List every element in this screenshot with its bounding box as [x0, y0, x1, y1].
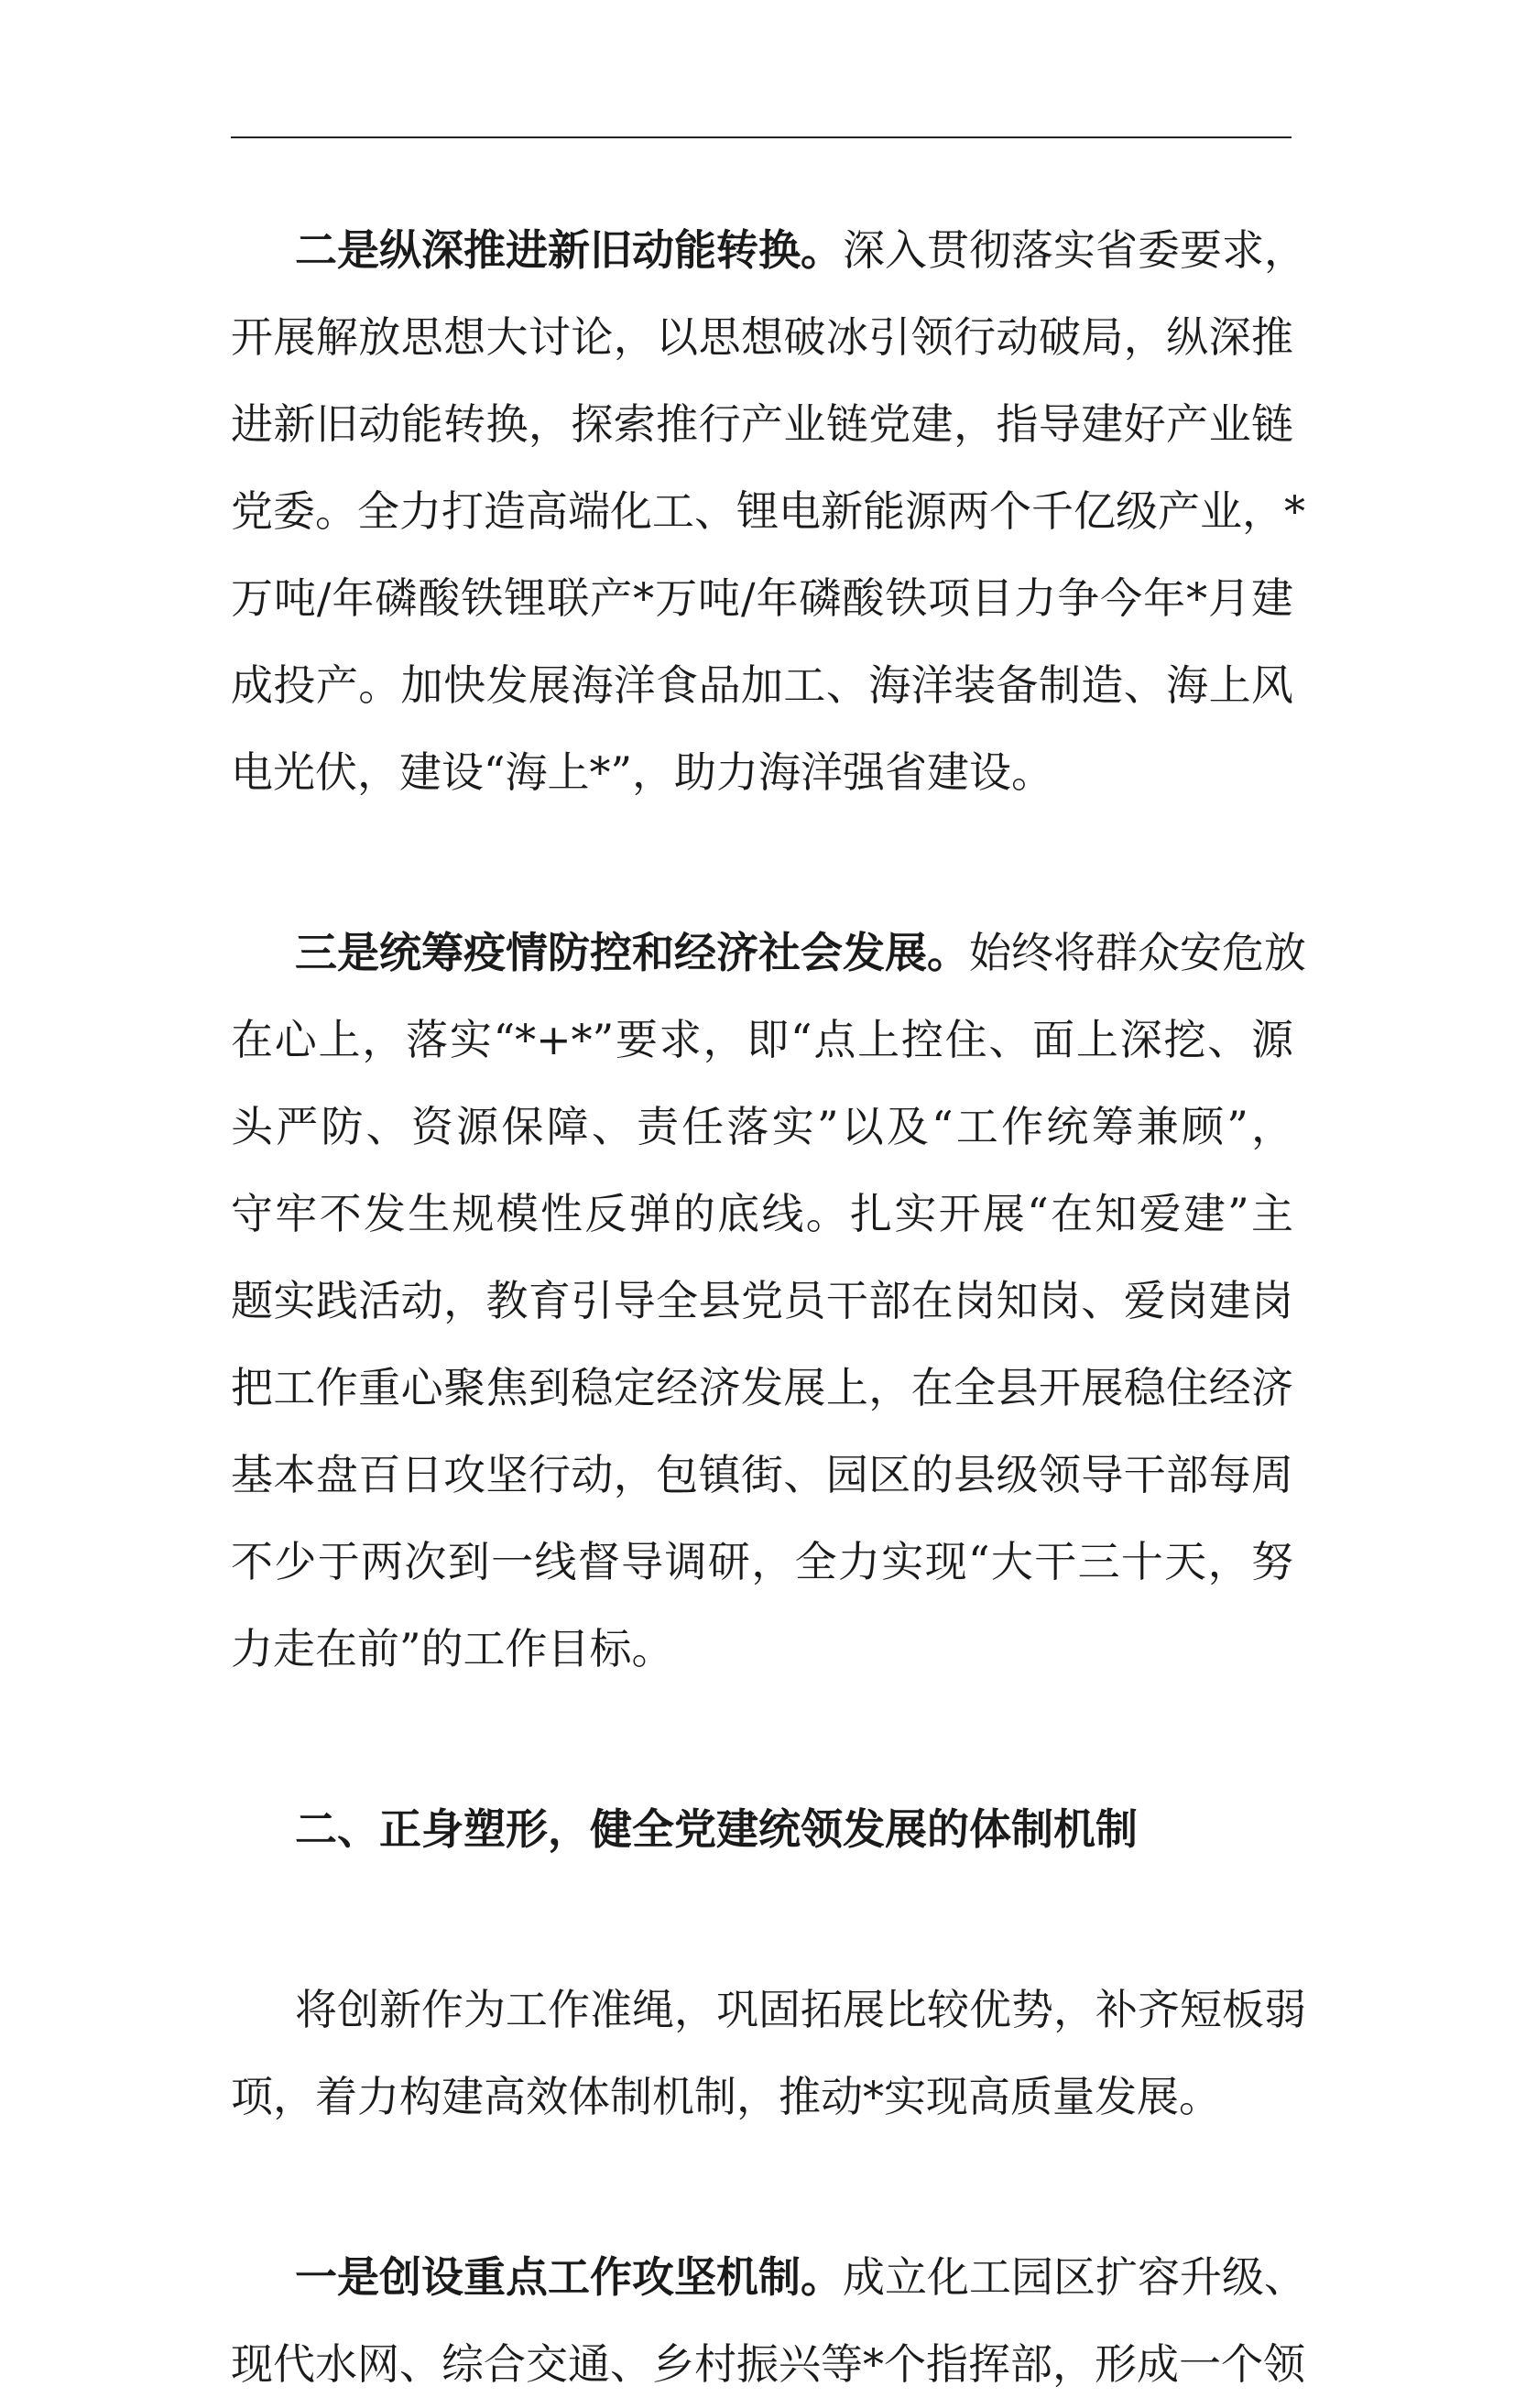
paragraph-text: 深入贯彻落实省委要求， — [843, 225, 1306, 275]
section-heading — [231, 1786, 1293, 1873]
paragraph-line: 现代水网、综合交通、乡村振兴等*个指挥部，形成一个领 — [231, 2339, 1305, 2389]
paragraph-lead: 三是统筹疫情防控和经济社会发展。 — [295, 928, 969, 977]
paragraph-line: 开展解放思想大讨论，以思想破冰引领行动破局，纵深推 — [231, 312, 1293, 362]
paragraph-line — [231, 207, 1306, 294]
paragraph-line: 把工作重心聚焦到稳定经济发展上，在全县开展稳住经济 — [231, 1363, 1293, 1412]
paragraph-line: 头严防、资源保障、责任落实”以及“工作统筹兼顾”， — [231, 1102, 1293, 1151]
paragraph-line: 电光伏，建设“海上*”，助力海洋强省建设。 — [231, 747, 1054, 797]
paragraph-line: 项，着力构建高效体制机制，推动*实现高质量发展。 — [231, 2072, 1221, 2121]
paragraph-line: 将创新作为工作准绳，巩固拓展比较优势，补齐短板弱 — [295, 1985, 1306, 2034]
paragraph-line: 不少于两次到一线督导调研，全力实现“大干三十天，努 — [231, 1537, 1293, 1586]
header-rule — [231, 136, 1292, 138]
document-body — [231, 207, 1306, 2408]
paragraph-gap — [231, 2141, 1293, 2234]
paragraph-line: 力走在前”的工作目标。 — [231, 1624, 674, 1673]
paragraph-dynamic-conversion — [231, 207, 1306, 816]
section-heading-text: 二、正身塑形，健全党建统领发展的体制机制 — [295, 1804, 1138, 1854]
paragraph-innovation — [231, 1967, 1306, 2141]
paragraph-line: 党委。全力打造高端化工、锂电新能源两个千亿级产业，* — [231, 486, 1305, 536]
paragraph-key-work-mechanism — [231, 2234, 1306, 2408]
paragraph-gap — [231, 1873, 1293, 1967]
paragraph-line: 成投产。加快发展海洋食品加工、海洋装备制造、海上风 — [231, 660, 1293, 710]
paragraph-gap — [231, 816, 1293, 910]
paragraph-line: 进新旧动能转换，探索推行产业链党建，指导建好产业链 — [231, 399, 1293, 449]
paragraph-line: 守牢不发生规模性反弹的底线。扎实开展“在知爱建”主 — [231, 1189, 1293, 1238]
paragraph-line — [231, 2234, 1306, 2321]
paragraph-text: 成立化工园区扩容升级、 — [843, 2252, 1306, 2302]
paragraph-epidemic-economy — [231, 910, 1306, 1693]
paragraph-line: 基本盘百日攻坚行动，包镇街、园区的县级领导干部每周 — [231, 1450, 1293, 1499]
paragraph-lead: 二是纵深推进新旧动能转换。 — [295, 225, 843, 275]
paragraph-line: 在心上，落实“*+*”要求，即“点上控住、面上深挖、源 — [231, 1015, 1293, 1064]
paragraph-line — [231, 910, 1306, 997]
paragraph-text: 始终将群众安危放 — [969, 928, 1306, 977]
paragraph-line: 题实践活动，教育引导全县党员干部在岗知岗、爱岗建岗 — [231, 1276, 1293, 1325]
paragraph-gap — [231, 1693, 1293, 1786]
paragraph-line: 万吨/年磷酸铁锂联产*万吨/年磷酸铁项目力争今年*月建 — [231, 573, 1293, 623]
paragraph-lead: 一是创设重点工作攻坚机制。 — [295, 2252, 843, 2302]
